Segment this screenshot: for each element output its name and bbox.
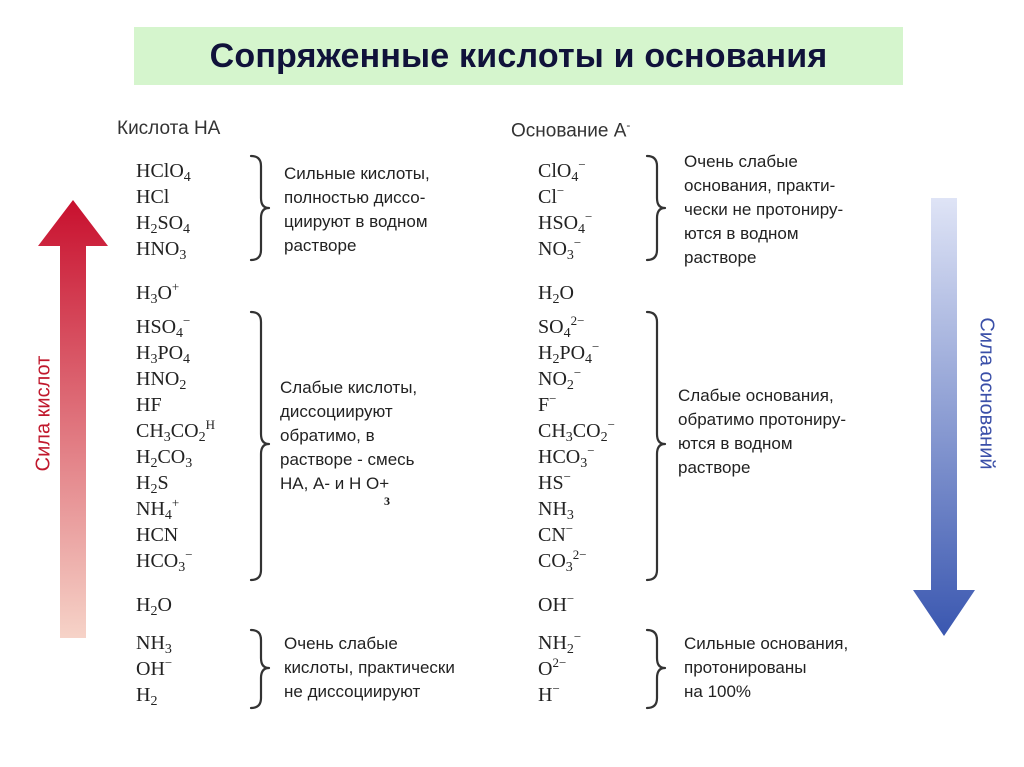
formula-part: O <box>559 282 574 304</box>
acid-formula <box>136 542 193 581</box>
formula-charge: − <box>573 235 582 250</box>
formula-subscript: 4 <box>164 508 172 523</box>
formula-subscript: 3 <box>565 430 573 445</box>
brace-base-weak <box>647 312 665 580</box>
formula-charge: − <box>556 183 565 198</box>
description-line: растворе <box>684 248 757 267</box>
formula-charge: − <box>566 591 575 606</box>
formula-part: SO <box>538 316 564 338</box>
formula-part: CO <box>157 446 186 468</box>
formula-part: OH <box>136 658 165 680</box>
formula-charge: 2− <box>552 655 567 670</box>
formula-part: HSO <box>538 212 579 234</box>
base-strong-description <box>684 632 848 704</box>
base-strength-label: Сила оснований <box>975 317 998 470</box>
formula-subscript: 2 <box>552 352 560 367</box>
description-line: диссоциируют <box>280 402 393 421</box>
formula-charge: − <box>563 469 571 484</box>
conjugate-pairs-figure <box>18 104 1012 712</box>
description-line: Сильные основания, <box>684 634 849 653</box>
formula-subscript: 4 <box>176 326 184 341</box>
formula-subscript: 2 <box>150 604 158 619</box>
base-header-sup: - <box>626 118 631 132</box>
formula-part: CO <box>538 550 566 572</box>
description-line: растворе <box>284 236 357 255</box>
description-line: ются в водном <box>684 224 799 243</box>
formula-charge: 2− <box>570 313 585 328</box>
formula-subscript: 3 <box>150 352 158 367</box>
formula-charge: − <box>592 339 600 354</box>
formula-charge: − <box>565 521 574 536</box>
formula-subscript: 2 <box>179 378 187 393</box>
formula-part: HClO <box>136 160 184 182</box>
formula-subscript: 2 <box>566 642 574 657</box>
formula-part: HNO <box>136 238 180 260</box>
description-line: Слабые кислоты, <box>280 378 418 397</box>
formula-charge: − <box>573 629 582 644</box>
formula-charge: − <box>549 391 557 406</box>
formula-subscript: 3 <box>163 430 171 445</box>
base-formula <box>538 542 587 581</box>
formula-part: H <box>538 282 553 304</box>
brace-base-very-weak <box>647 156 665 260</box>
acid-weak-description <box>280 376 417 496</box>
formula-part: HCO <box>538 446 581 468</box>
formula-charge: − <box>573 365 582 380</box>
formula-subscript: 3 <box>150 292 158 307</box>
slide-title: Сопряженные кислоты и основания <box>209 37 828 75</box>
formula-part: O <box>538 658 553 680</box>
formula-part: HF <box>136 394 162 416</box>
acid-column-header: Кислота НА <box>117 118 221 139</box>
formula-part: O <box>157 282 172 304</box>
base-formula <box>538 586 574 625</box>
stray-subscript: 3 <box>384 494 390 508</box>
description-line: протонированы <box>684 658 807 677</box>
formula-part: S <box>157 472 169 494</box>
formula-part: NO <box>538 368 567 390</box>
formula-subscript: 4 <box>183 170 191 185</box>
formula-part: OH <box>538 594 567 616</box>
description-line: Слабые основания, <box>678 386 834 405</box>
formula-part: NH <box>136 632 165 654</box>
description-line: циируют в водном <box>284 212 428 231</box>
formula-subscript: 3 <box>565 560 573 575</box>
description-line: растворе - смесь <box>280 450 415 469</box>
formula-subscript: 2 <box>552 292 560 307</box>
formula-part: HCN <box>136 524 179 546</box>
base-formula <box>538 230 581 269</box>
description-line: Очень слабые <box>284 634 398 653</box>
formula-part: CO <box>170 420 199 442</box>
base-formula <box>538 676 560 715</box>
formula-charge: − <box>607 417 615 432</box>
description-line: чески не протониру- <box>684 200 844 219</box>
description-line: Сильные кислоты, <box>284 164 430 183</box>
formula-subscript: 3 <box>185 456 193 471</box>
formula-part: PO <box>157 342 184 364</box>
formula-subscript: 3 <box>179 248 187 263</box>
formula-subscript: 3 <box>566 248 574 263</box>
description-line: кислоты, практически <box>284 658 455 677</box>
formula-part: NO <box>538 238 567 260</box>
formula-subscript: 2 <box>150 222 158 237</box>
formula-subscript: 4 <box>183 352 191 367</box>
acid-very-weak-description <box>284 632 455 704</box>
formula-part: H <box>136 342 151 364</box>
acid-strong-description <box>284 162 430 258</box>
formula-part: H <box>136 446 151 468</box>
formula-part: H <box>136 594 151 616</box>
formula-part: CN <box>538 524 566 546</box>
formula-part: HS <box>538 472 564 494</box>
formula-subscript: 4 <box>183 222 191 237</box>
formula-charge: − <box>552 681 560 696</box>
formula-subscript: 2 <box>198 430 206 445</box>
formula-part: H <box>136 472 151 494</box>
formula-part: HSO <box>136 316 177 338</box>
formula-subscript: 4 <box>571 170 579 185</box>
formula-part: H <box>538 342 553 364</box>
description-line: обратимо, в <box>280 426 375 445</box>
formula-part: NH <box>538 498 567 520</box>
formula-subscript: 4 <box>585 352 593 367</box>
formula-part: Cl <box>538 186 557 208</box>
description-line: на 100% <box>684 682 752 701</box>
formula-charge: − <box>578 157 586 172</box>
formula-part: ClO <box>538 160 572 182</box>
formula-part: O <box>157 594 172 616</box>
formula-subscript: 4 <box>563 326 571 341</box>
acid-formula <box>136 230 186 269</box>
base-header-text: Основание А <box>511 120 627 142</box>
formula-subscript: 3 <box>164 642 172 657</box>
formula-charge: − <box>185 547 193 562</box>
brace-base-strong <box>647 630 665 708</box>
formula-subscript: 2 <box>600 430 608 445</box>
formula-part: CH <box>538 420 566 442</box>
formula-charge: − <box>164 655 173 670</box>
formula-part: CO <box>572 420 601 442</box>
base-weak-description <box>678 384 846 480</box>
formula-subscript: 2 <box>150 482 158 497</box>
formula-charge: − <box>183 313 191 328</box>
formula-part: H <box>136 212 151 234</box>
formula-charge: H <box>205 417 215 432</box>
formula-subscript: 3 <box>178 560 186 575</box>
formula-part: SO <box>157 212 184 234</box>
acid-formula <box>136 586 172 625</box>
description-line: полностью диссо- <box>284 188 426 207</box>
formula-part: F <box>538 394 550 416</box>
formula-part: CH <box>136 420 164 442</box>
formula-subscript: 2 <box>150 694 158 709</box>
formula-part: PO <box>559 342 586 364</box>
acid-strength-label: Сила кислот <box>32 355 55 472</box>
formula-charge: − <box>587 443 595 458</box>
formula-part: NH <box>538 632 567 654</box>
brace-acid-very-weak <box>251 630 269 708</box>
formula-part: H <box>538 684 553 706</box>
description-line: НА, А- и Н О+ <box>280 474 390 493</box>
description-line: Очень слабые <box>684 152 798 171</box>
base-very-weak-description <box>684 150 843 270</box>
brace-acid-weak <box>251 312 269 580</box>
formula-subscript: 3 <box>566 508 574 523</box>
title-banner <box>134 27 903 85</box>
formula-subscript: 2 <box>566 378 574 393</box>
formula-charge: + <box>171 495 180 510</box>
description-line: не диссоциируют <box>284 682 421 701</box>
formula-part: HCl <box>136 186 170 208</box>
formula-part: HNO <box>136 368 180 390</box>
description-line: обратимо протониру- <box>678 410 846 429</box>
acid-formula <box>136 676 157 715</box>
formula-part: H <box>136 282 151 304</box>
formula-charge: 2− <box>572 547 587 562</box>
description-line: основания, практи- <box>684 176 836 195</box>
formula-part: H <box>136 684 151 706</box>
formula-charge: − <box>585 209 593 224</box>
description-line: растворе <box>678 458 751 477</box>
formula-part: NH <box>136 498 165 520</box>
brace-acid-strong <box>251 156 269 260</box>
formula-charge: + <box>171 279 180 294</box>
description-line: ются в водном <box>678 434 793 453</box>
formula-subscript: 2 <box>150 456 158 471</box>
formula-subscript: 4 <box>578 222 586 237</box>
formula-subscript: 3 <box>580 456 588 471</box>
formula-part: HCO <box>136 550 179 572</box>
